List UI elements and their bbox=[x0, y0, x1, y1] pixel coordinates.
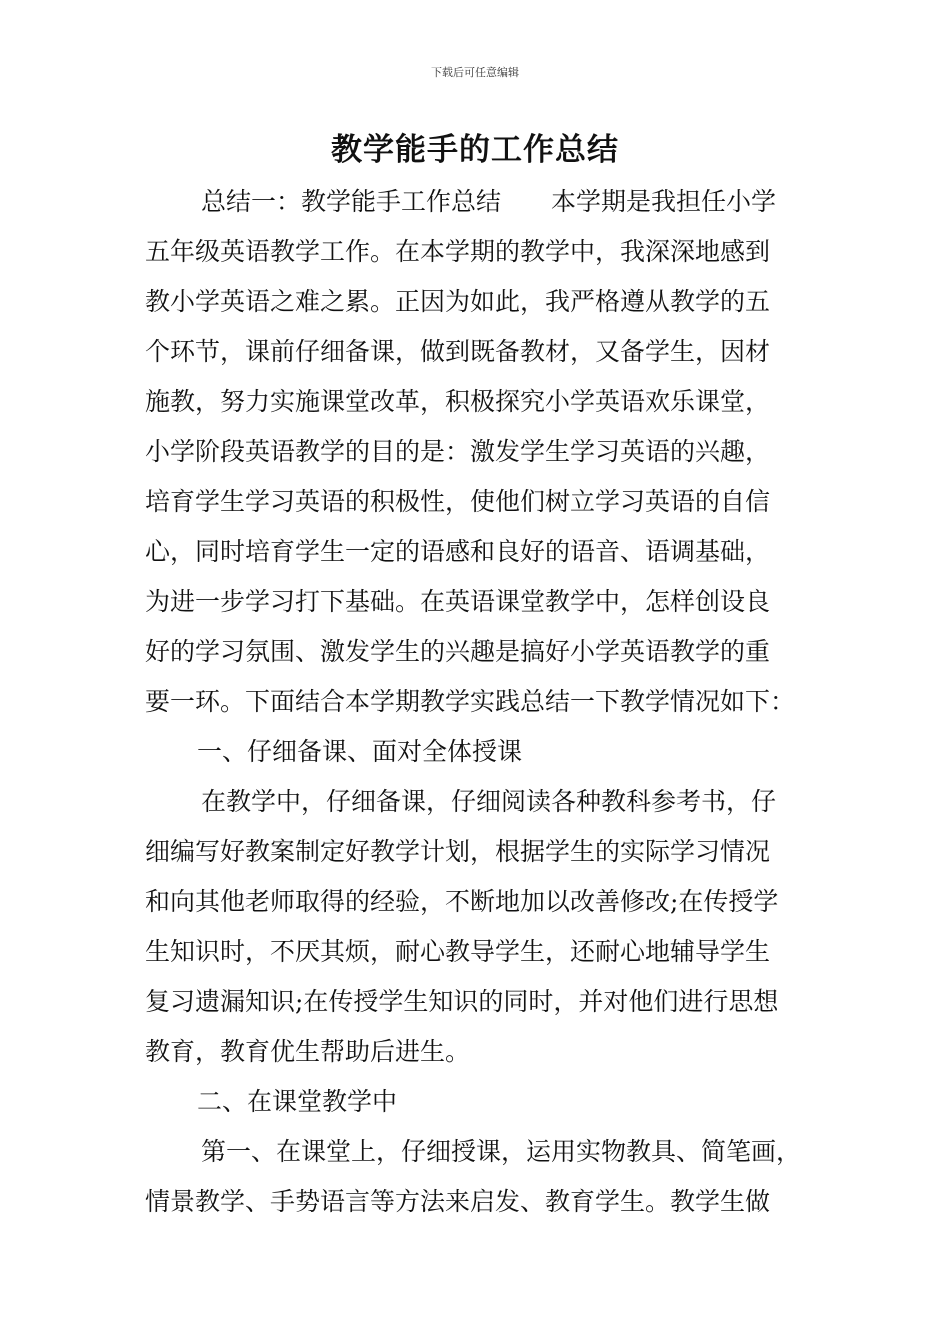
text-line: 教育，教育优生帮助后进生。 bbox=[145, 1037, 471, 1066]
text-line: 五年级英语教学工作。在本学期的教学中，我深深地感到 bbox=[145, 237, 771, 266]
text-line: 在教学中，仔细备课，仔细阅读各种教科参考书，仔 bbox=[201, 787, 777, 816]
text-line: 个环节，课前仔细备课，做到既备教材，又备学生，因材 bbox=[145, 337, 771, 366]
text-line: 施教，努力实施课堂改革，积极探究小学英语欢乐课堂， bbox=[145, 387, 771, 416]
text-line: 心，同时培育学生一定的语感和良好的语音、语调基础， bbox=[145, 537, 771, 566]
text-line: 第一、在课堂上，仔细授课，运用实物教具、简笔画， bbox=[201, 1137, 802, 1166]
text-line: 情景教学、手势语言等方法来启发、教育学生。教学生做 bbox=[145, 1187, 771, 1216]
text-line: 复习遗漏知识;在传授学生知识的同时，并对他们进行思想 bbox=[145, 987, 779, 1016]
text-line: 和向其他老师取得的经验，不断地加以改善修改;在传授学 bbox=[145, 887, 779, 916]
header-note: 下载后可任意编辑 bbox=[431, 66, 519, 79]
text-line: 为进一步学习打下基础。在英语课堂教学中，怎样创设良 bbox=[145, 587, 771, 616]
text-line: 细编写好教案制定好教学计划，根据学生的实际学习情况 bbox=[145, 837, 771, 866]
document-body bbox=[145, 177, 810, 1227]
text-line: 小学阶段英语教学的目的是：激发学生学习英语的兴趣， bbox=[145, 437, 771, 466]
text-line: 培育学生学习英语的积极性，使他们树立学习英语的自信 bbox=[145, 487, 771, 516]
section-heading: 二、在课堂教学中 bbox=[197, 1087, 398, 1116]
text-line: 总结一：教学能手工作总结 本学期是我担任小学 bbox=[201, 187, 777, 216]
document-title: 教学能手的工作总结 bbox=[331, 132, 619, 168]
text-line: 生知识时，不厌其烦，耐心教导学生，还耐心地辅导学生 bbox=[145, 937, 771, 966]
text-line: 教小学英语之难之累。正因为如此，我严格遵从教学的五 bbox=[145, 287, 771, 316]
section-heading: 一、仔细备课、面对全体授课 bbox=[197, 737, 523, 766]
text-line: 要一环。下面结合本学期教学实践总结一下教学情况如下： bbox=[145, 687, 796, 716]
text-line: 好的学习氛围、激发学生的兴趣是搞好小学英语教学的重 bbox=[145, 637, 771, 666]
